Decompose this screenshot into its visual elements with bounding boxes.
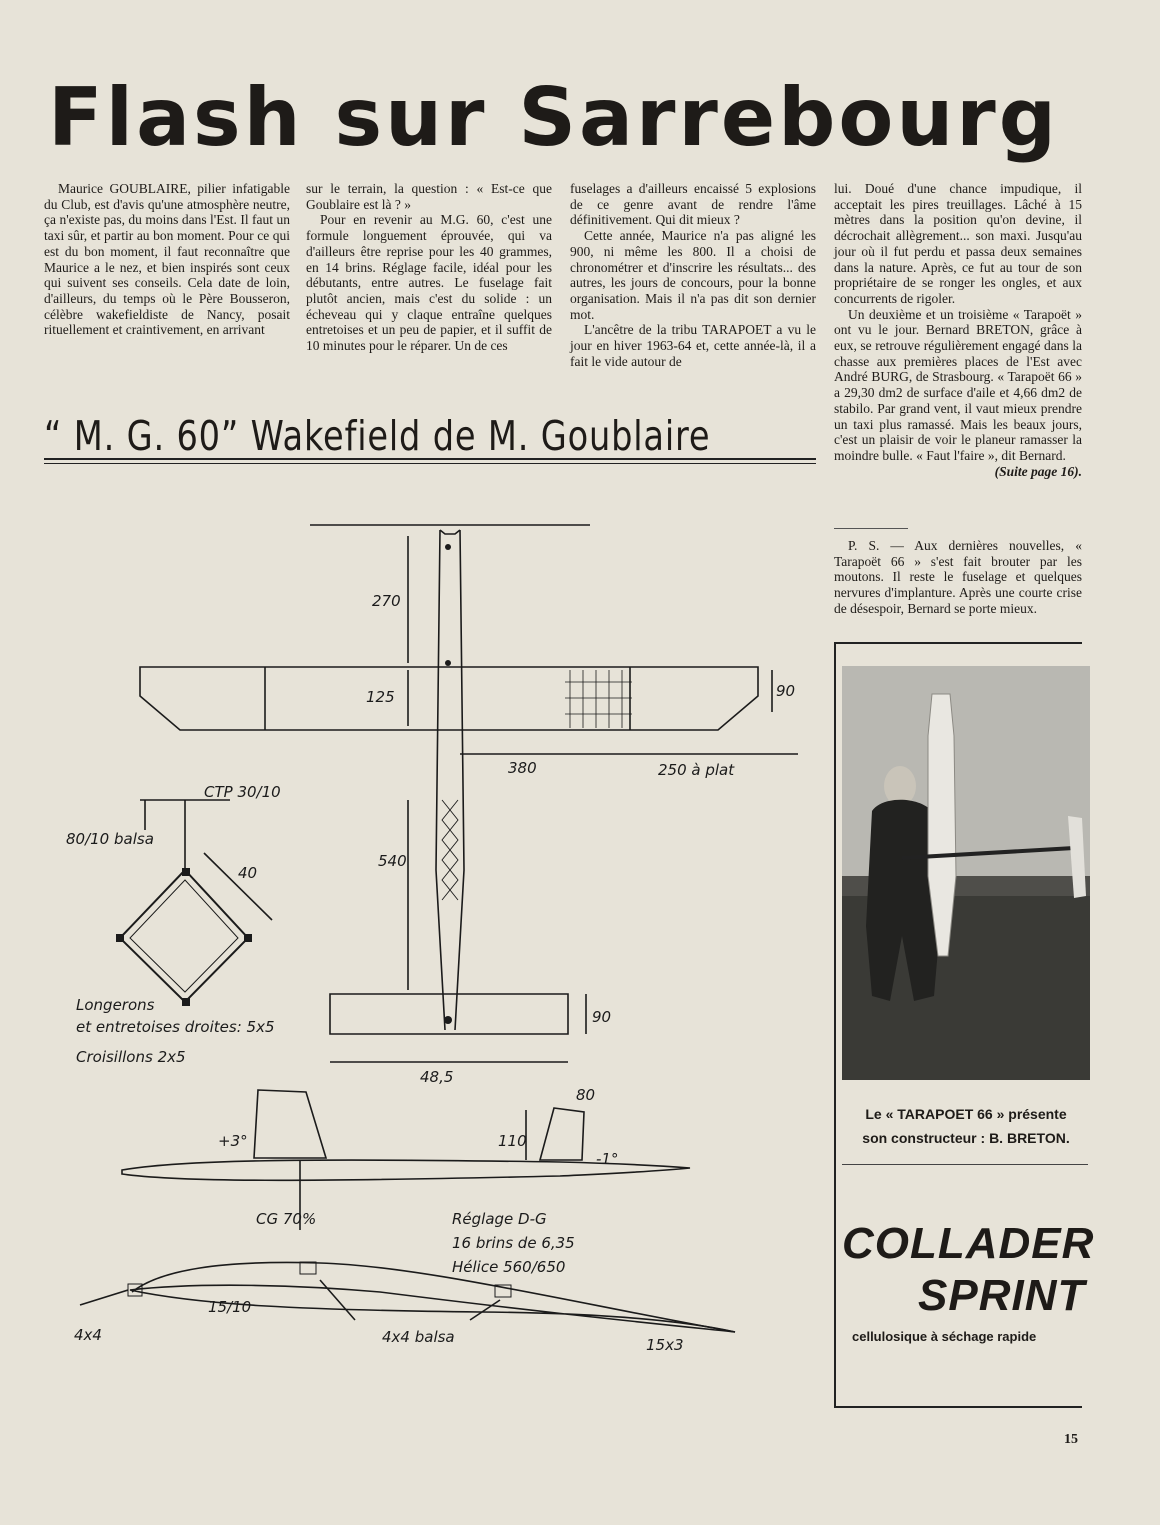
page-number: 15 (1064, 1432, 1078, 1447)
dim-label: 80/10 balsa (66, 830, 154, 848)
dim-label: 540 (378, 852, 407, 870)
article-title: Flash sur Sarrebourg (48, 71, 1060, 164)
dim-label: 15x3 (646, 1336, 684, 1354)
subtitle-rule (44, 458, 816, 460)
note: et entretoises droites: 5x5 (76, 1018, 275, 1036)
paragraph: lui. Doué d'une chance impudique, il acceptait les pires treuillages. Lâché à 15 mètres dans la position qu'on devine, il décrochait allègrement... son maxi. Jusqu'au jour où il fut perdu et passa deux semaines dans la nature. Après, ce fut au tour de son propriétaire de se ronger les ongles, et aux concurrents de rigoler. (834, 181, 1082, 306)
divider (834, 528, 908, 529)
paragraph: fuselages a d'ailleurs encaissé 5 explosions de ce genre avant de rendre l'âme définitivement. Qui dit mieux ? (570, 181, 816, 228)
plan-drawing (0, 470, 830, 1410)
paragraph: sur le terrain, la question : « Est-ce que Goublaire est là ? » (306, 181, 552, 212)
pylon (254, 1090, 326, 1158)
note: 16 brins de 6,35 (452, 1234, 575, 1252)
note: Réglage D-G (452, 1210, 547, 1228)
note: Longerons (76, 996, 155, 1014)
dim-label: 40 (238, 864, 258, 882)
paragraph: Un deuxième et un troisième « Tarapoët » ont vu le jour. Bernard BRETON, grâce à eux, se retrouve régulièrement engagé dans la chasse aux premières places de l'Est avec André BURG, de Strasbourg. « Tarapoët 66 » a 29,30 dm2 de surface d'aile et 4,66 dm2 de stabilo. Par grand vent, il vaut mieux prendre un taxi plus ramassé. Mais les beaux jours, c'est un plaisir de voir le planeur ramasser la moindre bulle. « Faut l'faire », dit Bernard. (834, 306, 1082, 463)
column-3 (570, 181, 816, 369)
ad-brand: COLLADER (842, 1219, 1095, 1268)
paragraph: Pour en revenir au M.G. 60, c'est une formule longuement éprouvée, qui va d'ailleurs être reprise pour les 40 grammes, en 14 brins. Réglage facile, idéal pour les débutants, entre autres. Le fuselage fait plutôt ancien, mais c'est du solide : un écheveau qui y claque entraîne quelques entretoises et un peu de papier, et il suffit de 10 minutes pour le réparer. Un de ces (306, 212, 552, 354)
dim-label: CG 70% (256, 1210, 317, 1228)
paragraph: P. S. — Aux dernières nouvelles, « Tarapoët 66 » s'est fait brouter par les moutons. Il reste le fuselage et quelques nervures d'implanture. Après une courte crise de désespoir, Bernard se porte mieux. (834, 538, 1082, 616)
builder-photo (842, 666, 1090, 1080)
caption-rule (842, 1164, 1088, 1165)
dim-label: 4x4 (74, 1326, 102, 1344)
dim-label: 380 (508, 759, 537, 777)
ad-brand: SPRINT (918, 1271, 1086, 1320)
dim-label: 270 (372, 592, 401, 610)
dim-label: 250 à plat (658, 761, 735, 779)
dim-label: 4x4 balsa (382, 1328, 455, 1346)
dim-label: -1° (596, 1150, 619, 1168)
paragraph: L'ancêtre de la tribu TARAPOET a vu le jour en hiver 1963-64 et, cette année-là, il a fait le vide autour de (570, 322, 816, 369)
column-4 (834, 181, 1082, 479)
dim-label: 90 (592, 1008, 612, 1026)
note: Croisillons 2x5 (76, 1048, 186, 1066)
wing (140, 667, 758, 730)
fuselage-nose (440, 530, 460, 534)
suite-note: (Suite page 16). (994, 463, 1082, 479)
caption-line: Le « TARAPOET 66 » présente (865, 1106, 1067, 1122)
column-1 (44, 181, 290, 338)
paragraph: Maurice GOUBLAIRE, pilier infatigable du Club, est d'avis qu'une atmosphère neutre, ça n'existe pas, du moins dans l'Est. Il faut un taxi sûr, et partir au bon moment. Pour ce qui est du bon moment, il faut reconnaître que Maurice a le nez, et bien inspirés sont ceux qui suivent ses conseils. Cela date de loin, d'ailleurs, du temps où le Père Bousseron, célèbre wakefieldiste de Nancy, posait rituellement et craintivement, en arrivant (44, 181, 290, 338)
dim-label: 80 (576, 1086, 596, 1104)
stabilizer (330, 994, 568, 1034)
subtitle: “ M. G. 60” Wakefield de M. Goublaire (44, 412, 711, 460)
column-2 (306, 181, 552, 354)
dim-label: 15/10 (208, 1298, 252, 1316)
dim-label: 90 (776, 682, 796, 700)
dim-label: 125 (366, 688, 395, 706)
fin (540, 1108, 584, 1160)
fuselage-top (436, 530, 464, 1030)
dim-label: 110 (498, 1132, 527, 1150)
note: Hélice 560/650 (452, 1258, 566, 1276)
postscript (834, 538, 1082, 617)
ad-tagline: cellulosique à séchage rapide (852, 1329, 1037, 1344)
dim-label: 48,5 (420, 1068, 454, 1086)
photo-caption (842, 1102, 1090, 1150)
subtitle-rule (44, 463, 816, 464)
caption-line: son constructeur : B. BRETON. (862, 1130, 1070, 1146)
dim-label: +3° (218, 1132, 248, 1150)
paragraph: Cette année, Maurice n'a pas aligné les 900, ni même les 800. Il a choisi de chronométrer et d'inscrire les résultats... des autres, les jours de concours, pour la bonne organisation. Mais il n'a pas dit son dernier mot. (570, 228, 816, 322)
dim-label: CTP 30/10 (204, 783, 281, 801)
